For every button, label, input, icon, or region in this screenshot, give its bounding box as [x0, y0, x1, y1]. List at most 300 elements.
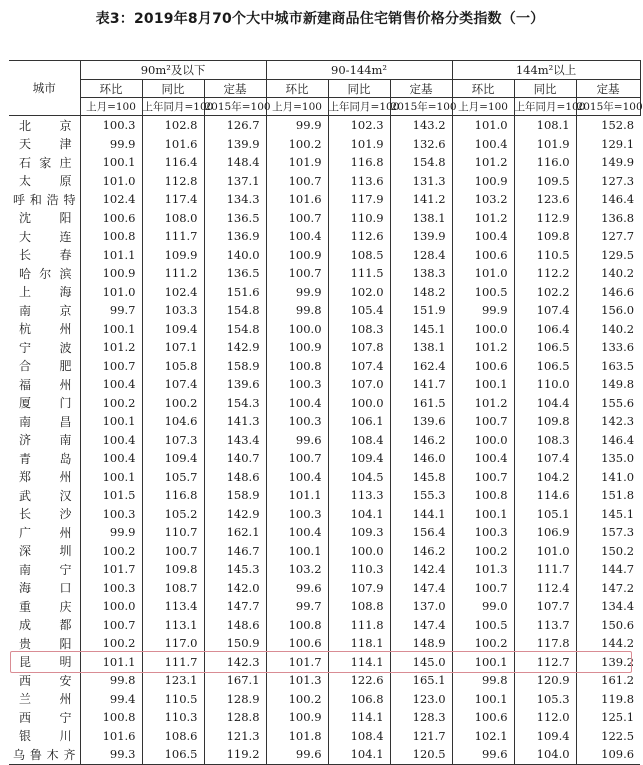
index-value-cell: 110.9 — [328, 209, 390, 228]
index-value-cell: 138.1 — [390, 338, 452, 357]
index-value-cell: 100.8 — [266, 357, 328, 376]
index-value-cell: 129.1 — [576, 135, 640, 154]
index-value-cell: 145.0 — [390, 653, 452, 672]
city-name-cell: 沈阳 — [19, 211, 72, 226]
table-row — [9, 320, 640, 339]
index-value-cell: 136.9 — [204, 227, 266, 246]
index-value-cell: 110.7 — [142, 523, 204, 542]
index-value-cell: 108.8 — [328, 597, 390, 616]
index-value-cell: 140.0 — [204, 246, 266, 265]
index-value-cell: 105.3 — [514, 690, 576, 709]
sub-header-fixed-base: 定基 — [204, 80, 266, 98]
sub-header-yoy: 同比 — [328, 80, 390, 98]
table-row — [9, 153, 640, 172]
index-value-cell: 146.2 — [390, 542, 452, 561]
city-name-cell: 长春 — [19, 248, 72, 263]
index-value-cell: 101.9 — [328, 135, 390, 154]
city-name-cell: 长沙 — [19, 507, 72, 522]
city-name-cell: 北京 — [19, 118, 72, 133]
index-value-cell: 104.6 — [142, 412, 204, 431]
city-name-cell: 哈尔滨 — [19, 266, 72, 281]
group-header-large: 144m²以上 — [452, 61, 640, 80]
index-value-cell: 100.6 — [452, 708, 514, 727]
index-value-cell: 101.8 — [266, 727, 328, 746]
index-value-cell: 146.7 — [204, 542, 266, 561]
index-value-cell: 105.2 — [142, 505, 204, 524]
index-value-cell: 119.8 — [576, 690, 640, 709]
index-value-cell: 109.8 — [142, 560, 204, 579]
table-row — [9, 449, 640, 468]
index-value-cell: 100.7 — [142, 542, 204, 561]
index-value-cell: 107.4 — [328, 357, 390, 376]
index-value-cell: 99.8 — [80, 671, 142, 690]
base-label-prev-month: 上月=100 — [452, 98, 514, 116]
index-value-cell: 101.9 — [266, 153, 328, 172]
index-value-cell: 113.4 — [142, 597, 204, 616]
city-name-cell: 西安 — [19, 673, 72, 688]
index-value-cell: 100.2 — [266, 135, 328, 154]
index-value-cell: 101.9 — [514, 135, 576, 154]
index-value-cell: 100.5 — [452, 283, 514, 302]
sub-header-yoy: 同比 — [142, 80, 204, 98]
table-row — [9, 727, 640, 746]
index-value-cell: 154.8 — [204, 320, 266, 339]
index-value-cell: 127.7 — [576, 227, 640, 246]
index-value-cell: 101.2 — [452, 153, 514, 172]
index-value-cell: 100.4 — [80, 449, 142, 468]
index-value-cell: 100.7 — [266, 172, 328, 191]
table-row — [9, 616, 640, 635]
index-value-cell: 100.6 — [452, 357, 514, 376]
table-row — [9, 486, 640, 505]
index-value-cell: 100.4 — [452, 227, 514, 246]
index-value-cell: 139.6 — [390, 412, 452, 431]
index-value-cell: 114.1 — [328, 653, 390, 672]
index-value-cell: 145.1 — [390, 320, 452, 339]
index-value-cell: 111.7 — [142, 227, 204, 246]
index-value-cell: 149.9 — [576, 153, 640, 172]
table-row — [9, 745, 640, 764]
index-value-cell: 100.7 — [452, 468, 514, 487]
index-value-cell: 158.9 — [204, 486, 266, 505]
city-name-cell: 福州 — [19, 377, 72, 392]
index-value-cell: 117.4 — [142, 190, 204, 209]
city-name-cell: 天津 — [19, 137, 72, 152]
index-value-cell: 99.6 — [266, 579, 328, 598]
index-value-cell: 138.1 — [390, 209, 452, 228]
index-value-cell: 139.2 — [576, 653, 640, 672]
index-value-cell: 100.9 — [266, 708, 328, 727]
index-value-cell: 100.2 — [80, 394, 142, 413]
index-value-cell: 146.4 — [576, 190, 640, 209]
index-value-cell: 111.8 — [328, 616, 390, 635]
index-value-cell: 100.2 — [142, 394, 204, 413]
index-value-cell: 99.7 — [80, 301, 142, 320]
index-value-cell: 100.2 — [80, 542, 142, 561]
index-value-cell: 147.4 — [390, 579, 452, 598]
table-row — [9, 542, 640, 561]
index-value-cell: 158.9 — [204, 357, 266, 376]
index-value-cell: 100.6 — [452, 246, 514, 265]
index-value-cell: 109.9 — [142, 246, 204, 265]
index-value-cell: 100.1 — [452, 505, 514, 524]
index-value-cell: 143.4 — [204, 431, 266, 450]
index-value-cell: 101.0 — [80, 172, 142, 191]
table-row — [9, 190, 640, 209]
index-value-cell: 116.4 — [142, 153, 204, 172]
index-value-cell: 108.3 — [328, 320, 390, 339]
index-value-cell: 101.7 — [266, 653, 328, 672]
index-value-cell: 100.1 — [452, 690, 514, 709]
index-value-cell: 100.3 — [266, 412, 328, 431]
table-row — [9, 468, 640, 487]
index-value-cell: 157.3 — [576, 523, 640, 542]
table-row — [9, 412, 640, 431]
index-value-cell: 146.2 — [390, 431, 452, 450]
index-value-cell: 101.2 — [452, 209, 514, 228]
index-value-cell: 141.3 — [204, 412, 266, 431]
index-value-cell: 139.9 — [390, 227, 452, 246]
index-value-cell: 109.5 — [514, 172, 576, 191]
table-row — [9, 135, 640, 154]
index-value-cell: 100.9 — [80, 264, 142, 283]
index-value-cell: 116.8 — [142, 486, 204, 505]
sub-header-mom: 环比 — [452, 80, 514, 98]
index-value-cell: 165.1 — [390, 671, 452, 690]
index-value-cell: 105.4 — [328, 301, 390, 320]
index-value-cell: 100.4 — [266, 394, 328, 413]
index-value-cell: 100.7 — [80, 357, 142, 376]
index-value-cell: 154.8 — [390, 153, 452, 172]
index-value-cell: 99.9 — [266, 283, 328, 302]
index-value-cell: 144.2 — [576, 634, 640, 653]
index-value-cell: 104.2 — [514, 468, 576, 487]
index-value-cell: 154.8 — [204, 301, 266, 320]
sub-header-fixed-base: 定基 — [576, 80, 640, 98]
index-value-cell: 104.1 — [328, 745, 390, 764]
index-value-cell: 100.2 — [452, 634, 514, 653]
index-value-cell: 136.8 — [576, 209, 640, 228]
index-value-cell: 128.8 — [204, 708, 266, 727]
index-value-cell: 101.0 — [452, 116, 514, 135]
table-row — [9, 634, 640, 653]
index-value-cell: 122.6 — [328, 671, 390, 690]
table-row — [9, 671, 640, 690]
index-value-cell: 100.0 — [80, 597, 142, 616]
city-name-cell: 兰州 — [19, 692, 72, 707]
index-value-cell: 100.3 — [266, 375, 328, 394]
base-label-2015: 2015年=100 — [576, 98, 640, 116]
index-value-cell: 107.0 — [328, 375, 390, 394]
index-value-cell: 99.6 — [266, 431, 328, 450]
table-row — [9, 579, 640, 598]
index-value-cell: 121.7 — [390, 727, 452, 746]
highlight-row-box — [10, 651, 632, 674]
index-value-cell: 100.1 — [80, 468, 142, 487]
index-value-cell: 100.7 — [266, 449, 328, 468]
index-value-cell: 117.8 — [514, 634, 576, 653]
index-value-cell: 100.8 — [266, 616, 328, 635]
index-value-cell: 116.0 — [514, 153, 576, 172]
index-value-cell: 101.6 — [80, 727, 142, 746]
index-value-cell: 112.9 — [514, 209, 576, 228]
index-value-cell: 109.8 — [514, 227, 576, 246]
index-value-cell: 110.5 — [514, 246, 576, 265]
index-value-cell: 99.9 — [266, 116, 328, 135]
index-value-cell: 141.0 — [576, 468, 640, 487]
index-value-cell: 161.2 — [576, 671, 640, 690]
base-label-prev-month: 上月=100 — [266, 98, 328, 116]
table-row — [9, 338, 640, 357]
index-value-cell: 100.5 — [452, 616, 514, 635]
index-value-cell: 100.3 — [452, 523, 514, 542]
index-value-cell: 100.2 — [80, 634, 142, 653]
index-value-cell: 114.1 — [328, 708, 390, 727]
index-value-cell: 102.4 — [142, 283, 204, 302]
index-value-cell: 101.2 — [452, 394, 514, 413]
city-name-cell: 太原 — [19, 174, 72, 189]
index-value-cell: 135.0 — [576, 449, 640, 468]
table-row — [9, 560, 640, 579]
index-value-cell: 102.3 — [328, 116, 390, 135]
index-value-cell: 137.0 — [390, 597, 452, 616]
index-value-cell: 162.1 — [204, 523, 266, 542]
index-value-cell: 123.1 — [142, 671, 204, 690]
index-value-cell: 150.9 — [204, 634, 266, 653]
index-value-cell: 141.2 — [390, 190, 452, 209]
index-value-cell: 120.5 — [390, 745, 452, 764]
index-value-cell: 151.6 — [204, 283, 266, 302]
index-value-cell: 137.1 — [204, 172, 266, 191]
index-value-cell: 126.7 — [204, 116, 266, 135]
index-value-cell: 108.4 — [328, 727, 390, 746]
index-value-cell: 106.8 — [328, 690, 390, 709]
table-row — [9, 505, 640, 524]
index-value-cell: 104.5 — [328, 468, 390, 487]
index-value-cell: 107.7 — [514, 597, 576, 616]
index-value-cell: 100.9 — [452, 172, 514, 191]
index-value-cell: 100.9 — [266, 338, 328, 357]
index-value-cell: 100.8 — [80, 227, 142, 246]
sub-header-fixed-base: 定基 — [390, 80, 452, 98]
city-name-cell: 广州 — [19, 525, 72, 540]
index-value-cell: 111.2 — [142, 264, 204, 283]
index-value-cell: 103.2 — [266, 560, 328, 579]
table-row — [9, 264, 640, 283]
index-value-cell: 102.1 — [452, 727, 514, 746]
index-value-cell: 150.2 — [576, 542, 640, 561]
index-value-cell: 101.1 — [80, 246, 142, 265]
index-value-cell: 145.1 — [576, 505, 640, 524]
index-value-cell: 167.1 — [204, 671, 266, 690]
index-value-cell: 120.9 — [514, 671, 576, 690]
base-label-2015: 2015年=100 — [390, 98, 452, 116]
index-value-cell: 100.0 — [266, 320, 328, 339]
index-value-cell: 113.3 — [328, 486, 390, 505]
index-value-cell: 103.2 — [452, 190, 514, 209]
index-value-cell: 100.6 — [266, 634, 328, 653]
index-value-cell: 99.6 — [452, 745, 514, 764]
index-value-cell: 142.3 — [204, 653, 266, 672]
table-title: 表3：2019年8月70个大中城市新建商品住宅销售价格分类指数（一） — [95, 11, 545, 27]
index-value-cell: 102.8 — [142, 116, 204, 135]
index-value-cell: 101.0 — [452, 264, 514, 283]
index-value-cell: 109.6 — [576, 745, 640, 764]
index-value-cell: 144.1 — [390, 505, 452, 524]
index-value-cell: 146.0 — [390, 449, 452, 468]
index-value-cell: 100.3 — [80, 505, 142, 524]
index-value-cell: 100.7 — [452, 579, 514, 598]
index-value-cell: 106.4 — [514, 320, 576, 339]
table-row — [9, 172, 640, 191]
city-name-cell: 上海 — [19, 285, 72, 300]
city-name-cell: 南昌 — [19, 414, 72, 429]
index-value-cell: 106.5 — [514, 357, 576, 376]
city-name-cell: 贵阳 — [19, 636, 72, 651]
index-value-cell: 125.1 — [576, 708, 640, 727]
index-value-cell: 100.6 — [80, 209, 142, 228]
table-row — [9, 597, 640, 616]
index-value-cell: 128.4 — [390, 246, 452, 265]
index-value-cell: 100.7 — [80, 616, 142, 635]
index-value-cell: 108.7 — [142, 579, 204, 598]
index-value-cell: 110.0 — [514, 375, 576, 394]
index-value-cell: 101.6 — [266, 190, 328, 209]
city-name-cell: 郑州 — [19, 470, 72, 485]
index-value-cell: 100.4 — [266, 468, 328, 487]
index-value-cell: 101.0 — [514, 542, 576, 561]
index-value-cell: 119.2 — [204, 745, 266, 764]
index-value-cell: 105.7 — [142, 468, 204, 487]
index-value-cell: 146.6 — [576, 283, 640, 302]
city-name-cell: 深圳 — [19, 544, 72, 559]
index-value-cell: 99.8 — [266, 301, 328, 320]
index-value-cell: 106.9 — [514, 523, 576, 542]
city-name-cell: 成都 — [19, 618, 72, 633]
sub-header-mom: 环比 — [80, 80, 142, 98]
index-value-cell: 109.4 — [514, 727, 576, 746]
index-value-cell: 100.4 — [80, 431, 142, 450]
index-value-cell: 140.2 — [576, 320, 640, 339]
city-name-cell: 大连 — [19, 229, 72, 244]
index-value-cell: 100.2 — [452, 542, 514, 561]
city-name-cell: 乌鲁木齐 — [9, 745, 80, 764]
index-value-cell: 113.7 — [514, 616, 576, 635]
city-name-cell: 厦门 — [19, 396, 72, 411]
index-value-cell: 148.4 — [204, 153, 266, 172]
index-value-cell: 101.6 — [142, 135, 204, 154]
index-value-cell: 145.3 — [204, 560, 266, 579]
index-value-cell: 104.0 — [514, 745, 576, 764]
index-value-cell: 101.2 — [452, 338, 514, 357]
index-value-cell: 146.4 — [576, 431, 640, 450]
index-value-cell: 141.7 — [390, 375, 452, 394]
index-value-cell: 131.3 — [390, 172, 452, 191]
index-value-cell: 112.7 — [514, 653, 576, 672]
city-name-cell: 武汉 — [19, 488, 72, 503]
index-value-cell: 142.0 — [204, 579, 266, 598]
index-value-cell: 101.3 — [266, 671, 328, 690]
index-value-cell: 100.1 — [80, 153, 142, 172]
index-value-cell: 99.3 — [80, 745, 142, 764]
index-value-cell: 100.1 — [80, 320, 142, 339]
index-value-cell: 145.8 — [390, 468, 452, 487]
index-value-cell: 147.2 — [576, 579, 640, 598]
index-value-cell: 100.0 — [328, 542, 390, 561]
index-value-cell: 142.9 — [204, 338, 266, 357]
index-value-cell: 156.4 — [390, 523, 452, 542]
city-column-header: 城市 — [9, 61, 80, 116]
sub-header-yoy: 同比 — [514, 80, 576, 98]
index-value-cell: 152.8 — [576, 116, 640, 135]
index-value-cell: 100.4 — [266, 227, 328, 246]
index-value-cell: 112.4 — [514, 579, 576, 598]
index-value-cell: 134.4 — [576, 597, 640, 616]
index-value-cell: 136.5 — [204, 264, 266, 283]
index-value-cell: 102.4 — [80, 190, 142, 209]
city-name-cell: 杭州 — [19, 322, 72, 337]
city-name-cell: 南京 — [19, 303, 72, 318]
index-value-cell: 109.8 — [514, 412, 576, 431]
index-value-cell: 100.7 — [266, 264, 328, 283]
index-value-cell: 100.0 — [328, 394, 390, 413]
city-name-cell: 南宁 — [19, 562, 72, 577]
table-row — [9, 246, 640, 265]
index-value-cell: 99.8 — [452, 671, 514, 690]
index-value-cell: 113.1 — [142, 616, 204, 635]
index-value-cell: 108.1 — [514, 116, 576, 135]
index-value-cell: 108.3 — [514, 431, 576, 450]
index-value-cell: 100.4 — [452, 449, 514, 468]
index-value-cell: 132.6 — [390, 135, 452, 154]
index-value-cell: 151.9 — [390, 301, 452, 320]
index-value-cell: 101.7 — [80, 560, 142, 579]
city-name-cell: 石家庄 — [19, 155, 72, 170]
index-value-cell: 109.4 — [328, 449, 390, 468]
index-value-cell: 108.4 — [328, 431, 390, 450]
table-row — [9, 431, 640, 450]
index-value-cell: 118.1 — [328, 634, 390, 653]
index-value-cell: 139.9 — [204, 135, 266, 154]
index-value-cell: 100.4 — [80, 375, 142, 394]
index-value-cell: 138.3 — [390, 264, 452, 283]
index-value-cell: 140.2 — [576, 264, 640, 283]
index-value-cell: 107.4 — [514, 449, 576, 468]
city-name-cell: 济南 — [19, 433, 72, 448]
index-value-cell: 107.9 — [328, 579, 390, 598]
index-value-cell: 99.7 — [266, 597, 328, 616]
index-value-cell: 147.7 — [204, 597, 266, 616]
index-value-cell: 99.6 — [266, 745, 328, 764]
city-name-cell: 呼和浩特 — [13, 192, 76, 207]
city-name-cell: 西宁 — [19, 710, 72, 725]
index-value-cell: 103.3 — [142, 301, 204, 320]
index-value-cell: 105.8 — [142, 357, 204, 376]
table-row — [9, 116, 640, 135]
index-value-cell: 151.8 — [576, 486, 640, 505]
index-value-cell: 100.4 — [266, 523, 328, 542]
index-value-cell: 100.7 — [452, 412, 514, 431]
index-value-cell: 100.3 — [80, 116, 142, 135]
index-value-cell: 100.1 — [452, 375, 514, 394]
index-value-cell: 100.7 — [266, 209, 328, 228]
index-value-cell: 101.5 — [80, 486, 142, 505]
index-value-cell: 110.3 — [142, 708, 204, 727]
index-value-cell: 155.3 — [390, 486, 452, 505]
index-value-cell: 99.9 — [80, 135, 142, 154]
base-label-prev-month: 上月=100 — [80, 98, 142, 116]
index-value-cell: 100.9 — [266, 246, 328, 265]
